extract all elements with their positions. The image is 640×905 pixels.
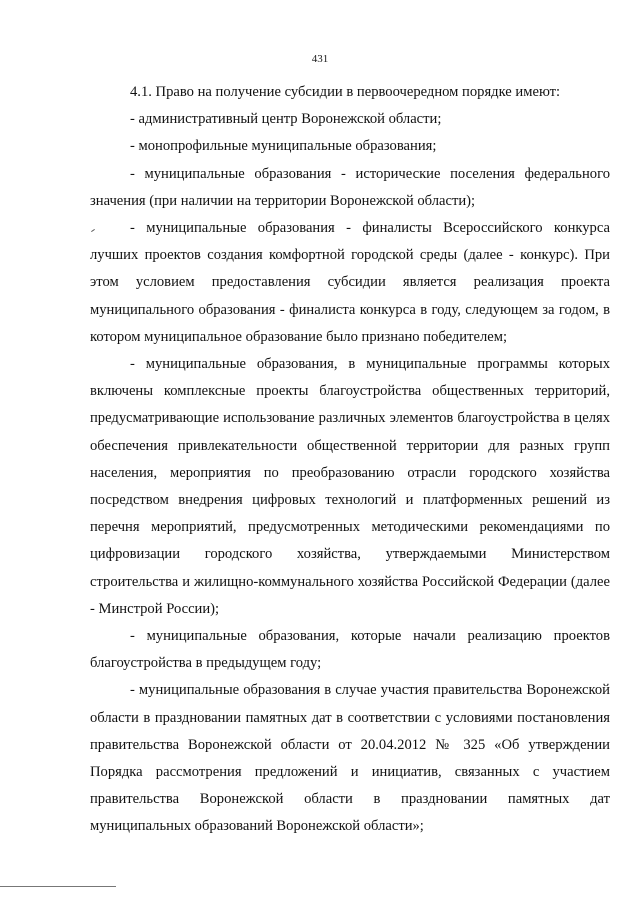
list-item-historic-settlements: - муниципальные образования - исторические поселения федерального значения (при наличии на территории Воронежской области);	[90, 165, 610, 209]
list-item-memorable-dates: - муниципальные образования в случае участия правительства Воронежской области в праздновании памятных дат в соответствии с условиями постановления правительства Воронежской области от 20.04.2012 № 325 «Об утверждении Порядка рассмотрения предложений и инициатив, связанных с участием правительства Воронежской области в праздновании памятных дат муниципальных образований Воронежской области»;	[90, 682, 610, 835]
list-item-complex-projects: - муниципальные образования, в муниципальные программы которых включены комплексные проекты благоустройства общественных территорий, предусматривающие использование различных элементов благоустройства в целях обеспечения привлекательности общественной территории для разных групп населения, мероприятия по преобразованию отрасли городского хозяйства посредством внедрения цифровых технологий и платформенных решений из перечня мероприятий, предусмотренных методическими рекомендациями по цифровизации городского хозяйства, утверждаемыми Министерством строительства и жилищно-коммунального хозяйства Российской Федерации (далее - Минстрой России);	[90, 356, 610, 617]
document-body	[90, 79, 610, 841]
list-item-contest-finalists: - муниципальные образования - финалисты Всероссийского конкурса лучших проектов создания комфортной городской среды (далее - конкурс). При этом условием предоставления субсидии является реализация проекта муниципального образования - финалиста конкурса в году, следующем за годом, в котором муниципальное образование было признано победителем;	[90, 220, 610, 345]
list-item-admin-center: - административный центр Воронежской области;	[130, 111, 442, 128]
footnote-rule	[0, 886, 116, 887]
list-item-started-projects: - муниципальные образования, которые начали реализацию проектов благоустройства в предыдущем году;	[90, 628, 610, 672]
list-item-monoprofile: - монопрофильные муниципальные образования;	[130, 138, 437, 155]
paragraph-intro: 4.1. Право на получение субсидии в первоочередном порядке имеют:	[130, 84, 561, 100]
page-number: 431	[311, 53, 329, 65]
